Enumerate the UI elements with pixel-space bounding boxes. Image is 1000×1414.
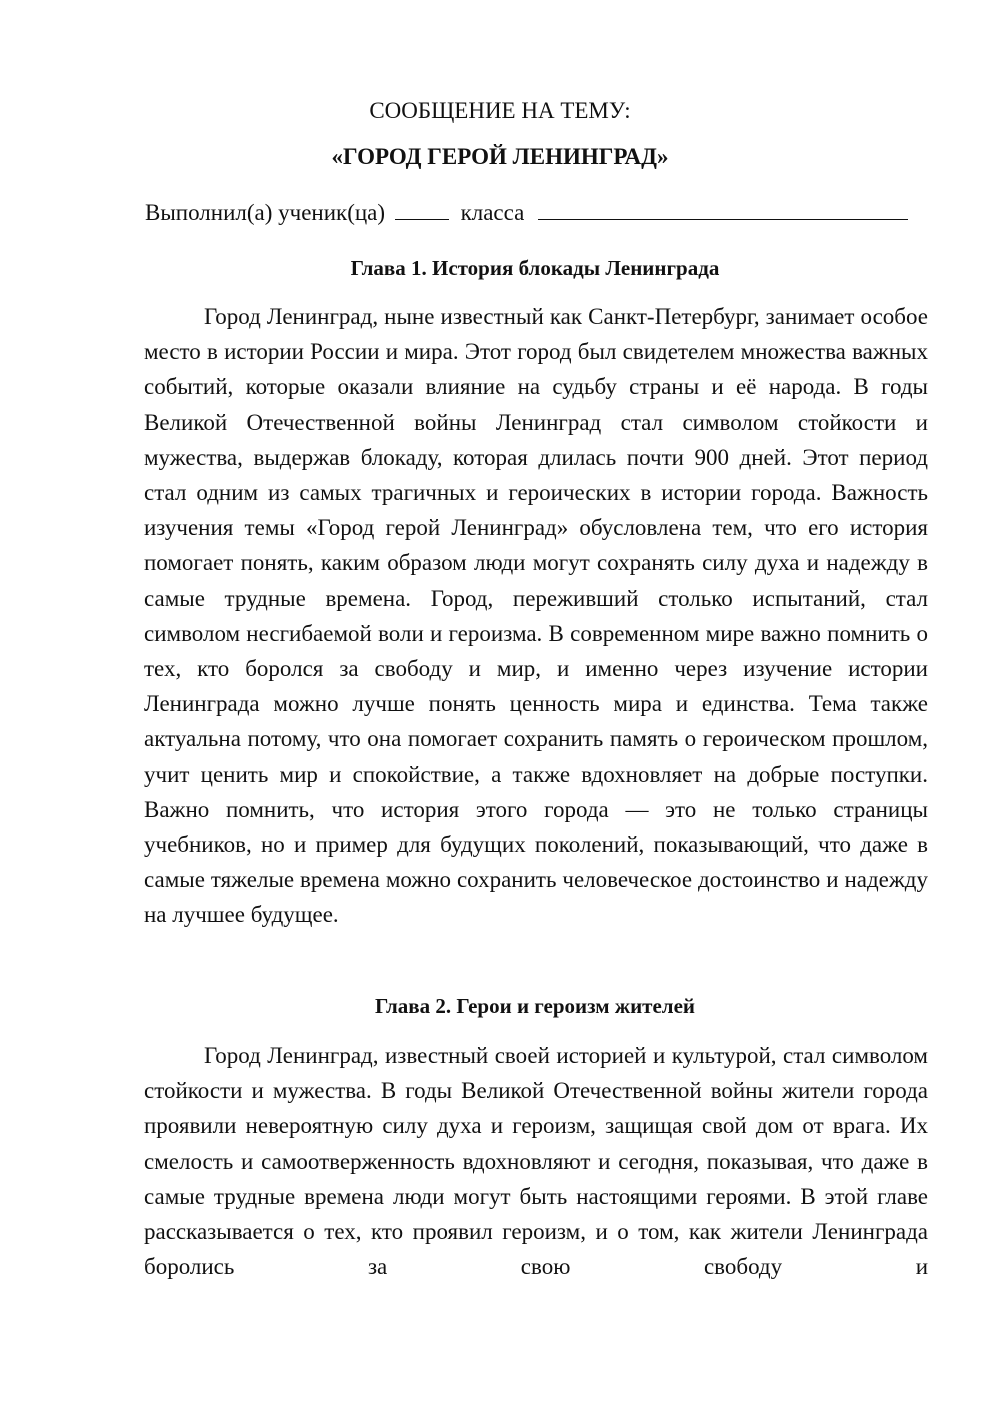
chapter2-title: Глава 2. Герои и героизм жителей — [374, 994, 696, 1018]
chapter2-paragraph: Город Ленинград, известный своей историей и культурой, стал символом стойкости и мужества. В годы Великой Отечественной войны жители города проявили невероятную силу духа и героизм, защищая свой дом от врага. Их смелость и самоотверженность вдохновляют и сегодня, показывая, что даже в самые трудные времена люди могут быть настоящими героями. В этой главе рассказывается о тех, кто проявил героизм, и о том, как жители Ленинграда боролись за свою свободу и — [144, 1043, 928, 1280]
class-blank — [395, 197, 449, 220]
class-word: класса — [460, 200, 525, 225]
student-info-line — [145, 196, 935, 230]
chapter1-title: Глава 1. История блокады Ленинграда — [350, 256, 720, 280]
chapter1-paragraph: Город Ленинград, ныне известный как Санкт-Петербург, занимает особое место в истории России и мира. Этот город был свидетелем множества важных событий, которые оказали влияние на судьбу страны и её народа. В годы Великой Отечественной войны Ленинград стал символом стойкости и мужества, выдержав блокаду, которая длилась почти 900 дней. Этот период стал одним из самых трагичных и героических в истории города. Важность изучения темы «Город герой Ленинград» обусловлена тем, что его история помогает понять, каким образом люди могут сохранять силу духа и надежду в самые трудные времена. Город, переживший столько испытаний, стал символом несгибаемой воли и героизма. В современном мире важно помнить о тех, кто боролся за свободу и мир, и именно через изучение истории Ленинграда можно лучше понять ценность мира и единства. Тема также актуальна потому, что она помогает сохранить память о героическом прошлом, учит ценить мир и спокойствие, а также вдохновляет на добрые поступки. Важно помнить, что история этого города — это не только страницы учебников, но и пример для будущих поколений, показывающий, что даже в самые тяжелые времена можно сохранить человеческое достоинство и надежду на лучшее будущее. — [144, 304, 928, 928]
name-blank — [538, 197, 908, 220]
document-header-line1: СООБЩЕНИЕ НА ТЕМУ: — [369, 98, 631, 123]
student-prefix: Выполнил(а) ученик(ца) — [145, 200, 386, 225]
document-title: «ГОРОД ГЕРОЙ ЛЕНИНГРАД» — [331, 144, 669, 169]
